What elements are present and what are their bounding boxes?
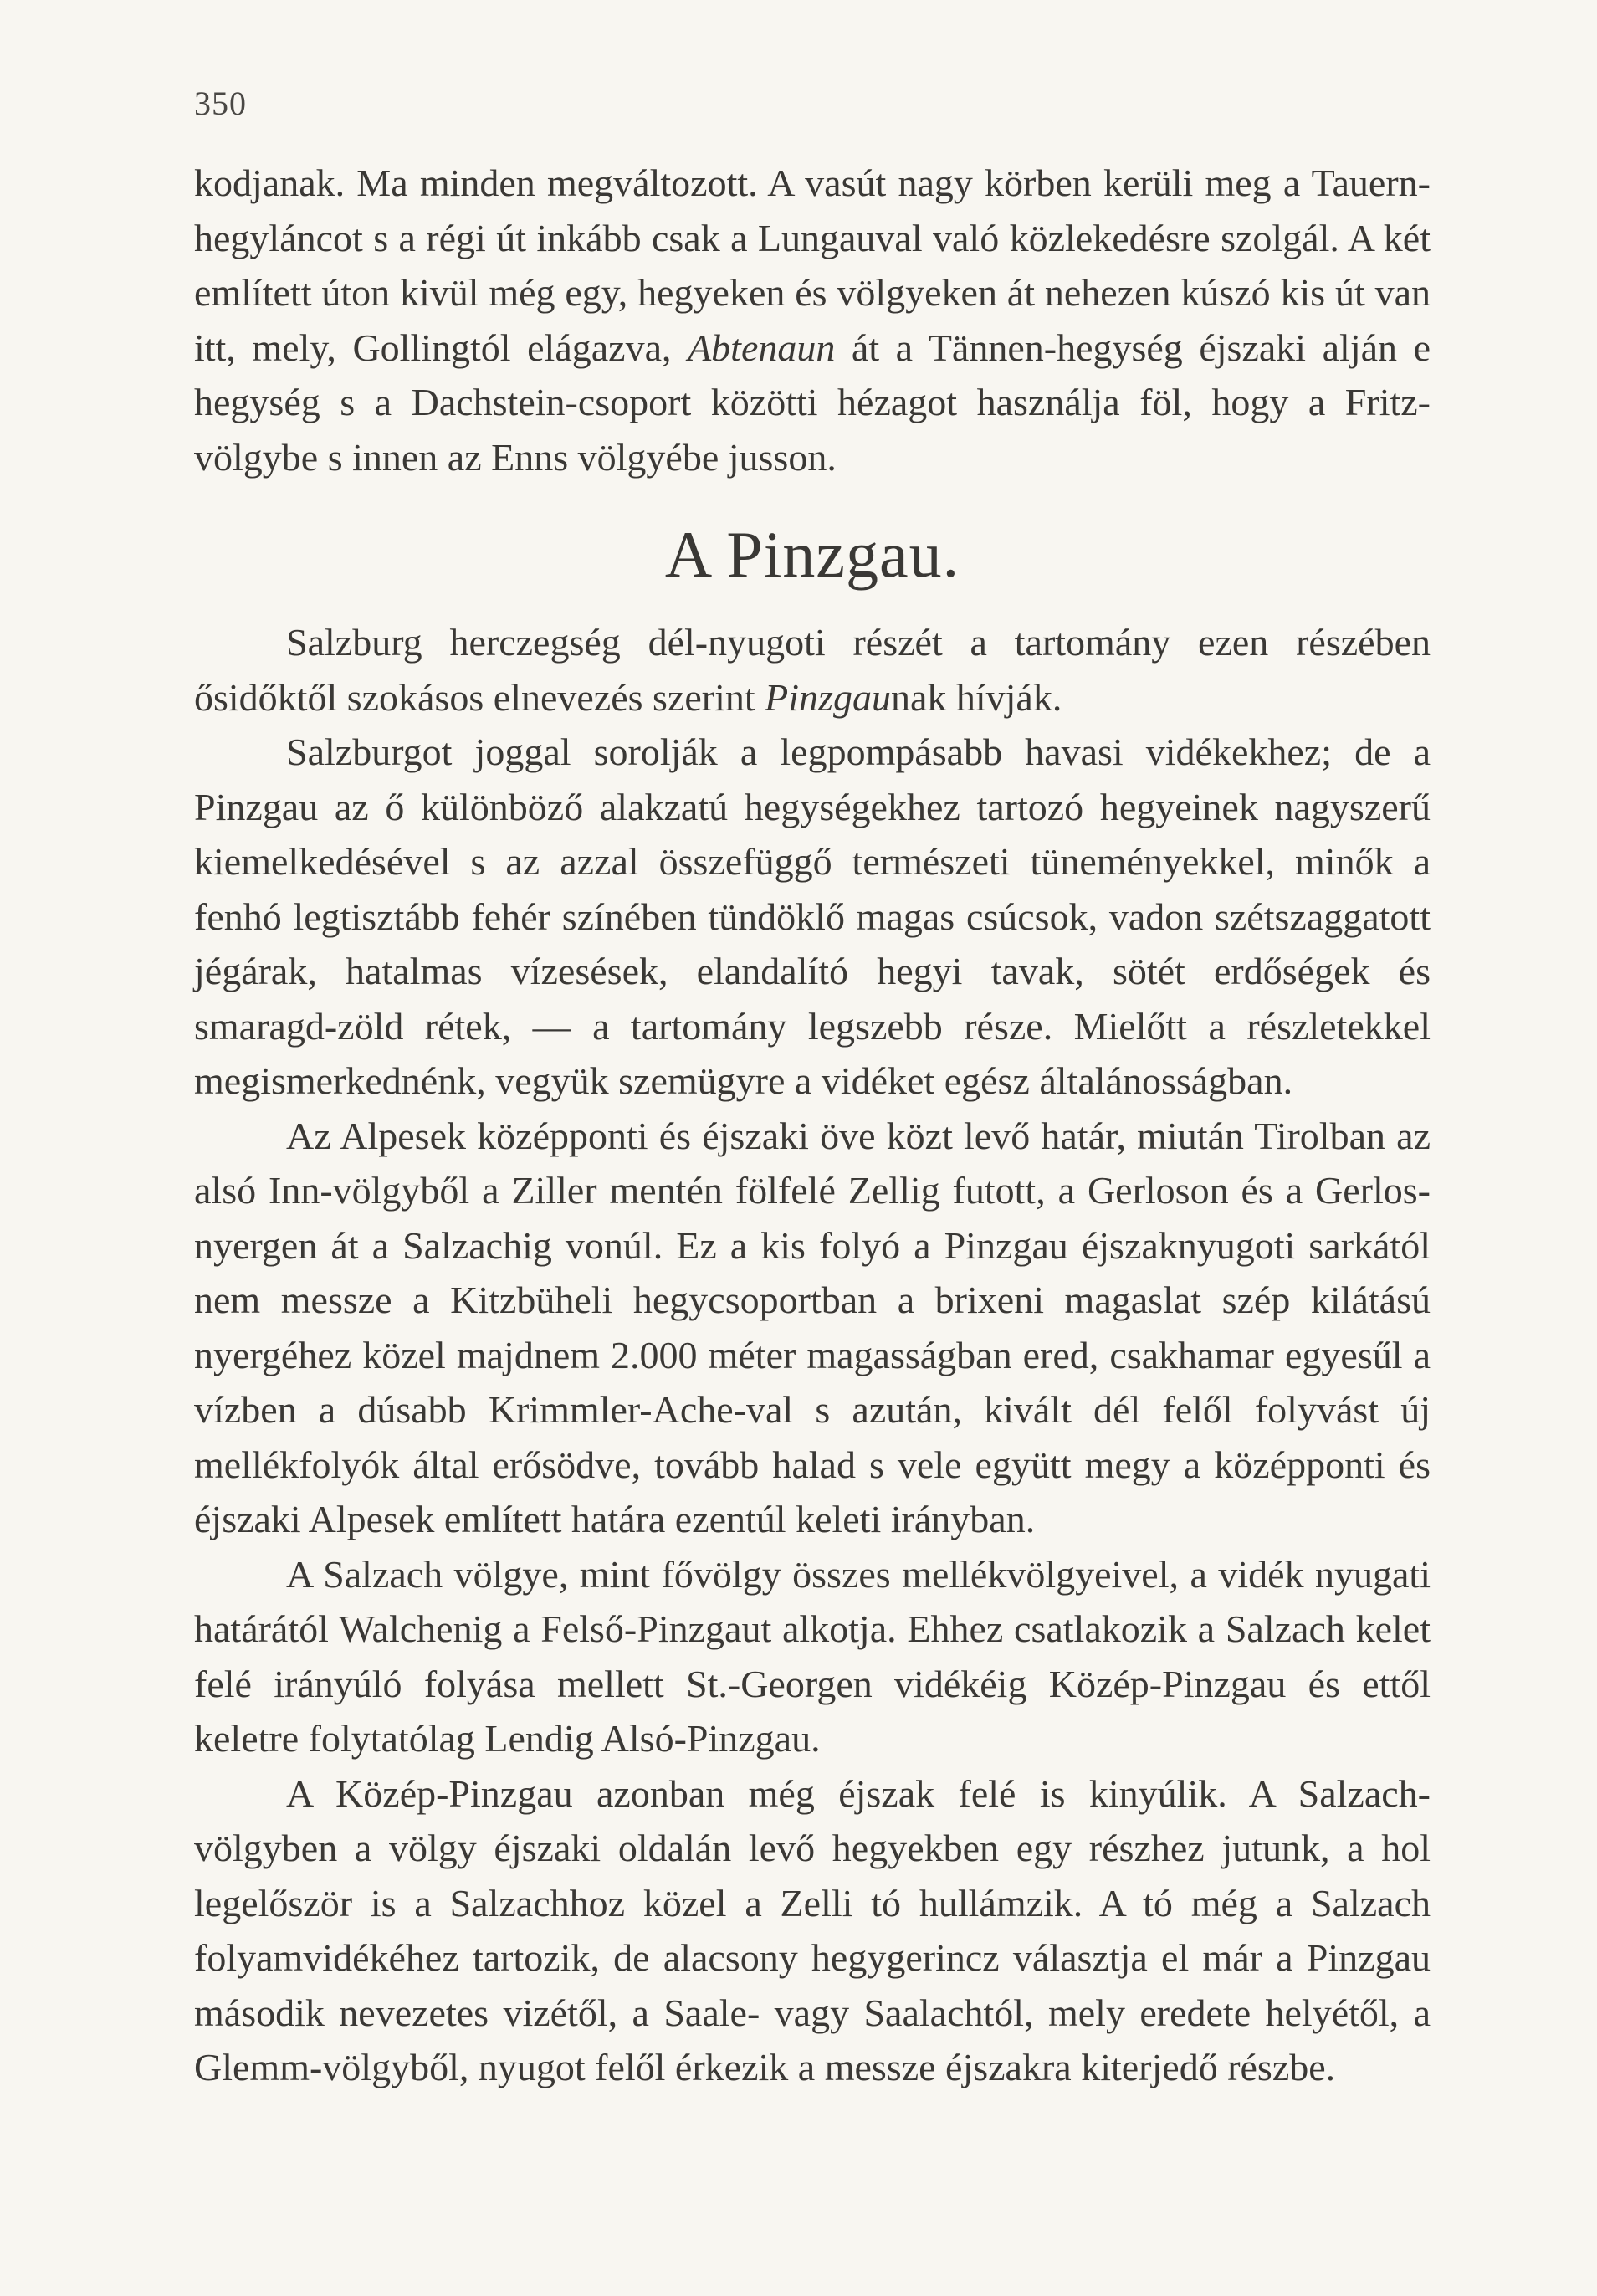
paragraph-5: A Közép-Pinzgau azonban még éjszak felé is kinyúlik. A Salzach-völgyben a völgy éjszaki oldalán levő hegyekben egy részhez jutunk, a hol legelőször is a Salzachhoz közel a Zelli tó hullámzik. A tó még a Salzach folyamvidékéhez tartozik, de alacsony hegygerincz választja el már a Pinzgau második nevezetes vizétől, a Saale- vagy Saalachtól, mely eredete helyétől, a Glemm-völgyből, nyugot felől érkezik a messze éjszakra kiterjedő részbe. [194,1771,1431,2088]
section-heading: A Pinzgau. [664,518,960,591]
page-number: 350 [194,85,247,122]
intro-text: kodjanak. Ma minden megváltozott. A vasút nagy körben kerüli meg a Tauern-hegyláncot s a régi út inkább csak a Lungauval való közlekedésre szolgál. A két említett úton kivül még egy, hegyeken és völgyeken át nehezen kúszó kis út van itt, mely, Gollingtól elágazva, [194,161,1431,369]
intro-paragraph [194,156,1431,484]
intro-text-end: át a Tännen-hegység éjszaki alján e hegység s a Dachstein-csoport közötti hézagot használja föl, hogy a Fritz-völgybe s innen az Enns völgyébe jusson. [194,325,1431,479]
paragraph-1-start: Salzburg herczegség dél-nyugoti részét a tartomány ezen részében ősidőktől szokásos elnevezés szerint [194,621,1431,719]
paragraph-1 [194,615,1431,725]
place-name-italic: Abtenaun [688,325,836,369]
paragraph-1-end: nak hívják. [890,675,1062,719]
paragraph-2: Salzburgot joggal sorolják a legpompásabb havasi vidékekhez; de a Pinzgau az ő különböző alakzatú hegységekhez tartozó hegyeinek nagyszerű kiemelkedésével s az azzal összefüggő természeti tüneményekkel, minők a fenhó legtisztább fehér színében tündöklő magas csúcsok, vadon szétszaggatott jégárak, hatalmas vízesések, elandalító hegyi tavak, sötét erdőségek és smaragd-zöld rétek, — a tartomány legszebb része. Mielőtt a részletekkel megismerkednénk, vegyük szemügyre a vidéket egész általánosságban. [194,730,1431,1102]
page-body [194,156,1431,2095]
pinzgau-italic: Pinzgau [765,675,891,719]
paragraph-4: A Salzach völgye, mint fővölgy összes mellékvölgyeivel, a vidék nyugati határától Walchenig a Felső-Pinzgaut alkotja. Ehhez csatlakozik a Salzach kelet felé irányúló folyása mellett St.-Georgen vidékéig Közép-Pinzgau és ettől keletre folytatólag Lendig Alsó-Pinzgau. [194,1552,1431,1760]
paragraph-3: Az Alpesek középponti és éjszaki öve közt levő határ, miután Tirolban az alsó Inn-völgyből a Ziller mentén fölfelé Zellig futott, a Gerloson és a Gerlos-nyergen át a Salzachig vonúl. Ez a kis folyó a Pinzgau éjszaknyugoti sarkától nem messze a Kitzbüheli hegycsoportban a brixeni magaslat szép kilátású nyergéhez közel majdnem 2.000 méter magasságban ered, csakhamar egyesűl a vízben a dúsabb Krimmler-Ache-val s azután, kivált dél felől folyvást új mellékfolyók által erősödve, tovább halad s vele együtt megy a középponti és éjszaki Alpesek említett határa ezentúl keleti irányban. [194,1114,1431,1540]
